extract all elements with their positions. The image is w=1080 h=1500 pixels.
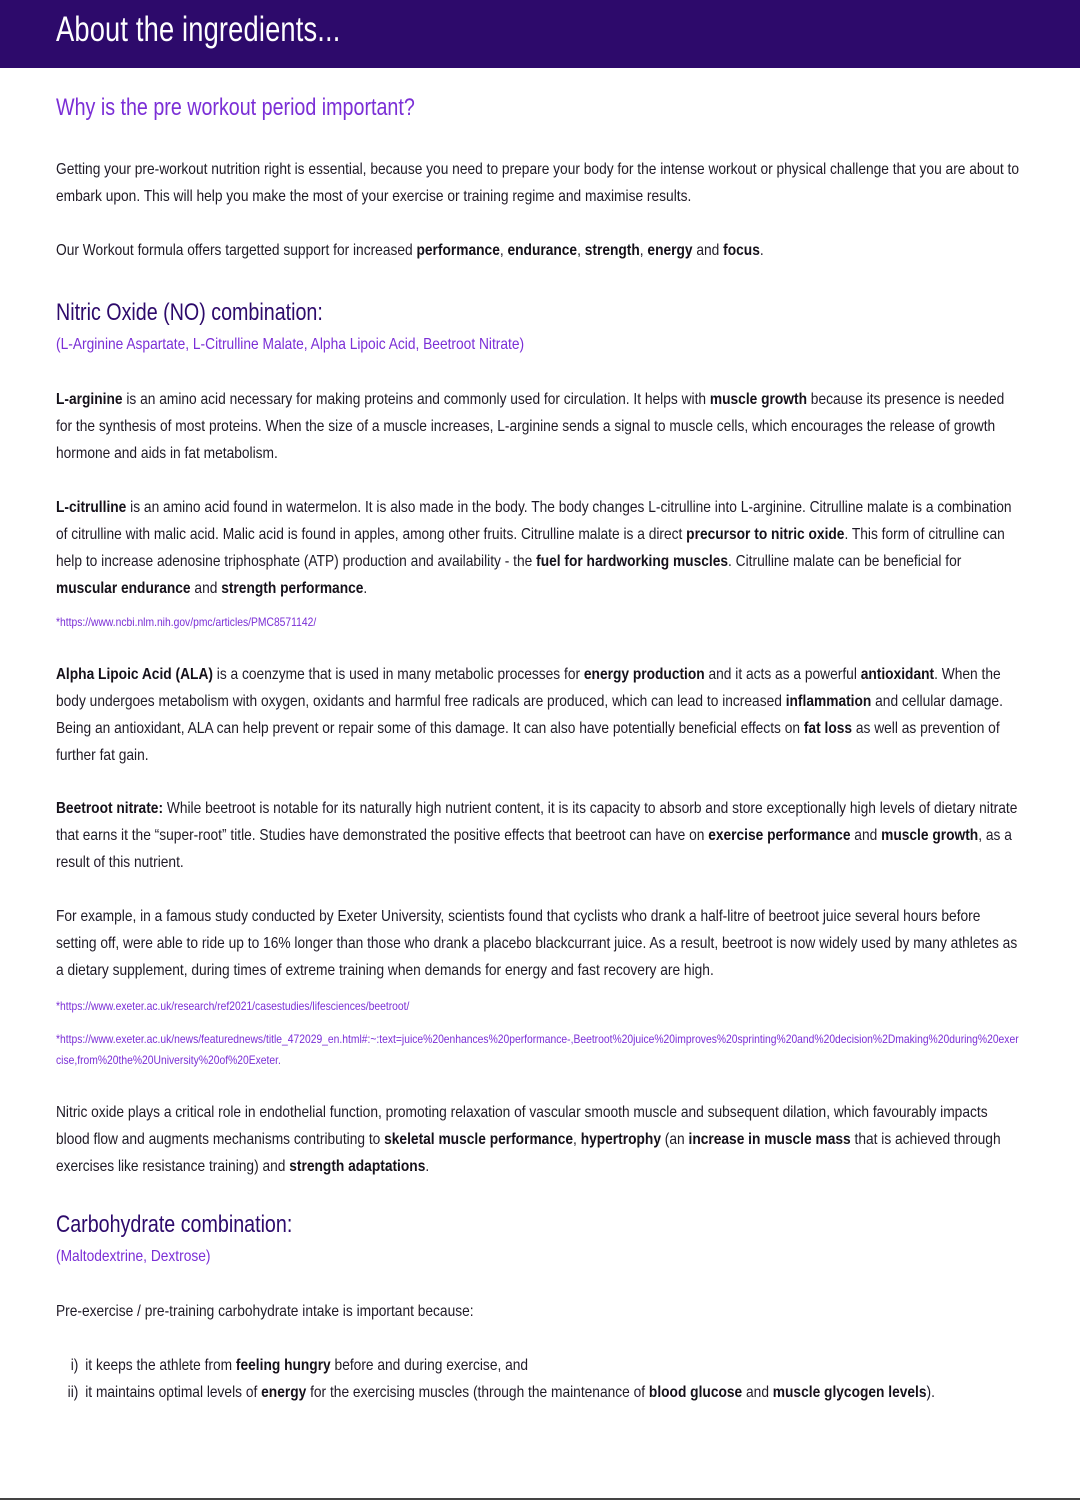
carbohydrate-benefits-list (56, 1352, 1024, 1406)
formula-paragraph: Our Workout formula offers targetted support for increased performance, endurance, strength, energy and focus. (56, 242, 764, 259)
nitric-ingredients-list: (L-Arginine Aspartate, L-Citrulline Malate, Alpha Lipoic Acid, Beetroot Nitrate) (56, 336, 525, 353)
section-heading-nitric-oxide: Nitric Oxide (NO) combination: (56, 299, 323, 326)
intro-paragraph: Getting your pre-workout nutrition right is essential, because you need to prepare your body for the intense workout or physical challenge that you are about to embark upon. This will help you make the most of your exercise or training regime and maximise results. (56, 161, 1019, 205)
list-item: i) it keeps the athlete from feeling hungry before and during exercise, and (70, 1357, 529, 1374)
page-header (0, 0, 1080, 68)
carbohydrate-intro-paragraph: Pre-exercise / pre-training carbohydrate intake is important because: (56, 1303, 474, 1320)
exeter-reference-link-2[interactable]: *https://www.exeter.ac.uk/news/featurednews/title_472029_en.html#:~:text=juice%20enhances%20performance-,Beetroot%20juice%20improves%20sprinting%20and%20decision%2Dmaking%20during%20exercise,from%20the%20University%20of%20Exeter. (56, 1032, 1019, 1067)
beetroot-example-paragraph: For example, in a famous study conducted by Exeter University, scientists found that cyclists who drank a half-litre of beetroot juice several hours before setting off, were able to ride up to 16% longer than those who drank a placebo blackcurrant juice. As a result, beetroot is now widely used by many athletes as a dietary supplement, during times of extreme training when demands for energy and fast recovery are high. (56, 908, 1018, 979)
exeter-reference-link-1[interactable]: *https://www.exeter.ac.uk/research/ref2021/casestudies/lifesciences/beetroot/ (56, 999, 410, 1013)
ala-paragraph: Alpha Lipoic Acid (ALA) is a coenzyme that is used in many metabolic processes for energy production and it acts as a powerful antioxidant. When the body undergoes metabolism with oxygen, oxidants and harmful free radicals are produced, which can lead to increased inflammation and cellular damage. Being an antioxidant, ALA can help prevent or repair some of this damage. It can also have potentially beneficial effects on fat loss as well as prevention of further fat gain. (56, 666, 1003, 764)
carbohydrate-ingredients-list: (Maltodextrine, Dextrose) (56, 1248, 211, 1265)
nitric-summary-paragraph: Nitric oxide plays a critical role in endothelial function, promoting relaxation of vascular smooth muscle and subsequent dilation, which favourably impacts blood flow and augments mechanisms contributing to skeletal muscle performance, hypertrophy (an increase in muscle mass that is achieved through exercises like resistance training) and strength adaptations. (56, 1104, 1001, 1175)
citrulline-paragraph: L-citrulline is an amino acid found in watermelon. It is also made in the body. The body changes L-citrulline into L-arginine. Citrulline malate is a combination of citrulline with malic acid. Malic acid is found in apples, among other fruits. Citrulline malate is a direct precursor to nitric oxide. This form of citrulline can help to increase adenosine triphosphate (ATP) production and availability - the fuel for hardworking muscles. Citrulline malate can be beneficial for muscular endurance and strength performance. (56, 499, 1012, 597)
section-heading-carbohydrate: Carbohydrate combination: (56, 1211, 293, 1238)
beetroot-paragraph: Beetroot nitrate: While beetroot is notable for its naturally high nutrient content, it is its capacity to absorb and store exceptionally high levels of dietary nitrate that earns it the “super-root” title. Studies have demonstrated the positive effects that beetroot can have on exercise performance and muscle growth, as a result of this nutrient. (56, 800, 1018, 871)
citrulline-reference-link[interactable]: *https://www.ncbi.nlm.nih.gov/pmc/articles/PMC8571142/ (56, 615, 317, 629)
arginine-paragraph: L-arginine is an amino acid necessary for making proteins and commonly used for circulation. It helps with muscle growth because its presence is needed for the synthesis of most proteins. When the size of a muscle increases, L-arginine sends a signal to muscle cells, which encourages the release of growth hormone and aids in fat metabolism. (56, 391, 1005, 462)
section-heading-pre-workout: Why is the pre workout period important? (56, 94, 415, 121)
list-item: ii) it maintains optimal levels of energy for the exercising muscles (through the maintenance of blood glucose and muscle glycogen levels). (67, 1384, 935, 1401)
page-title: About the ingredients... (56, 10, 341, 49)
